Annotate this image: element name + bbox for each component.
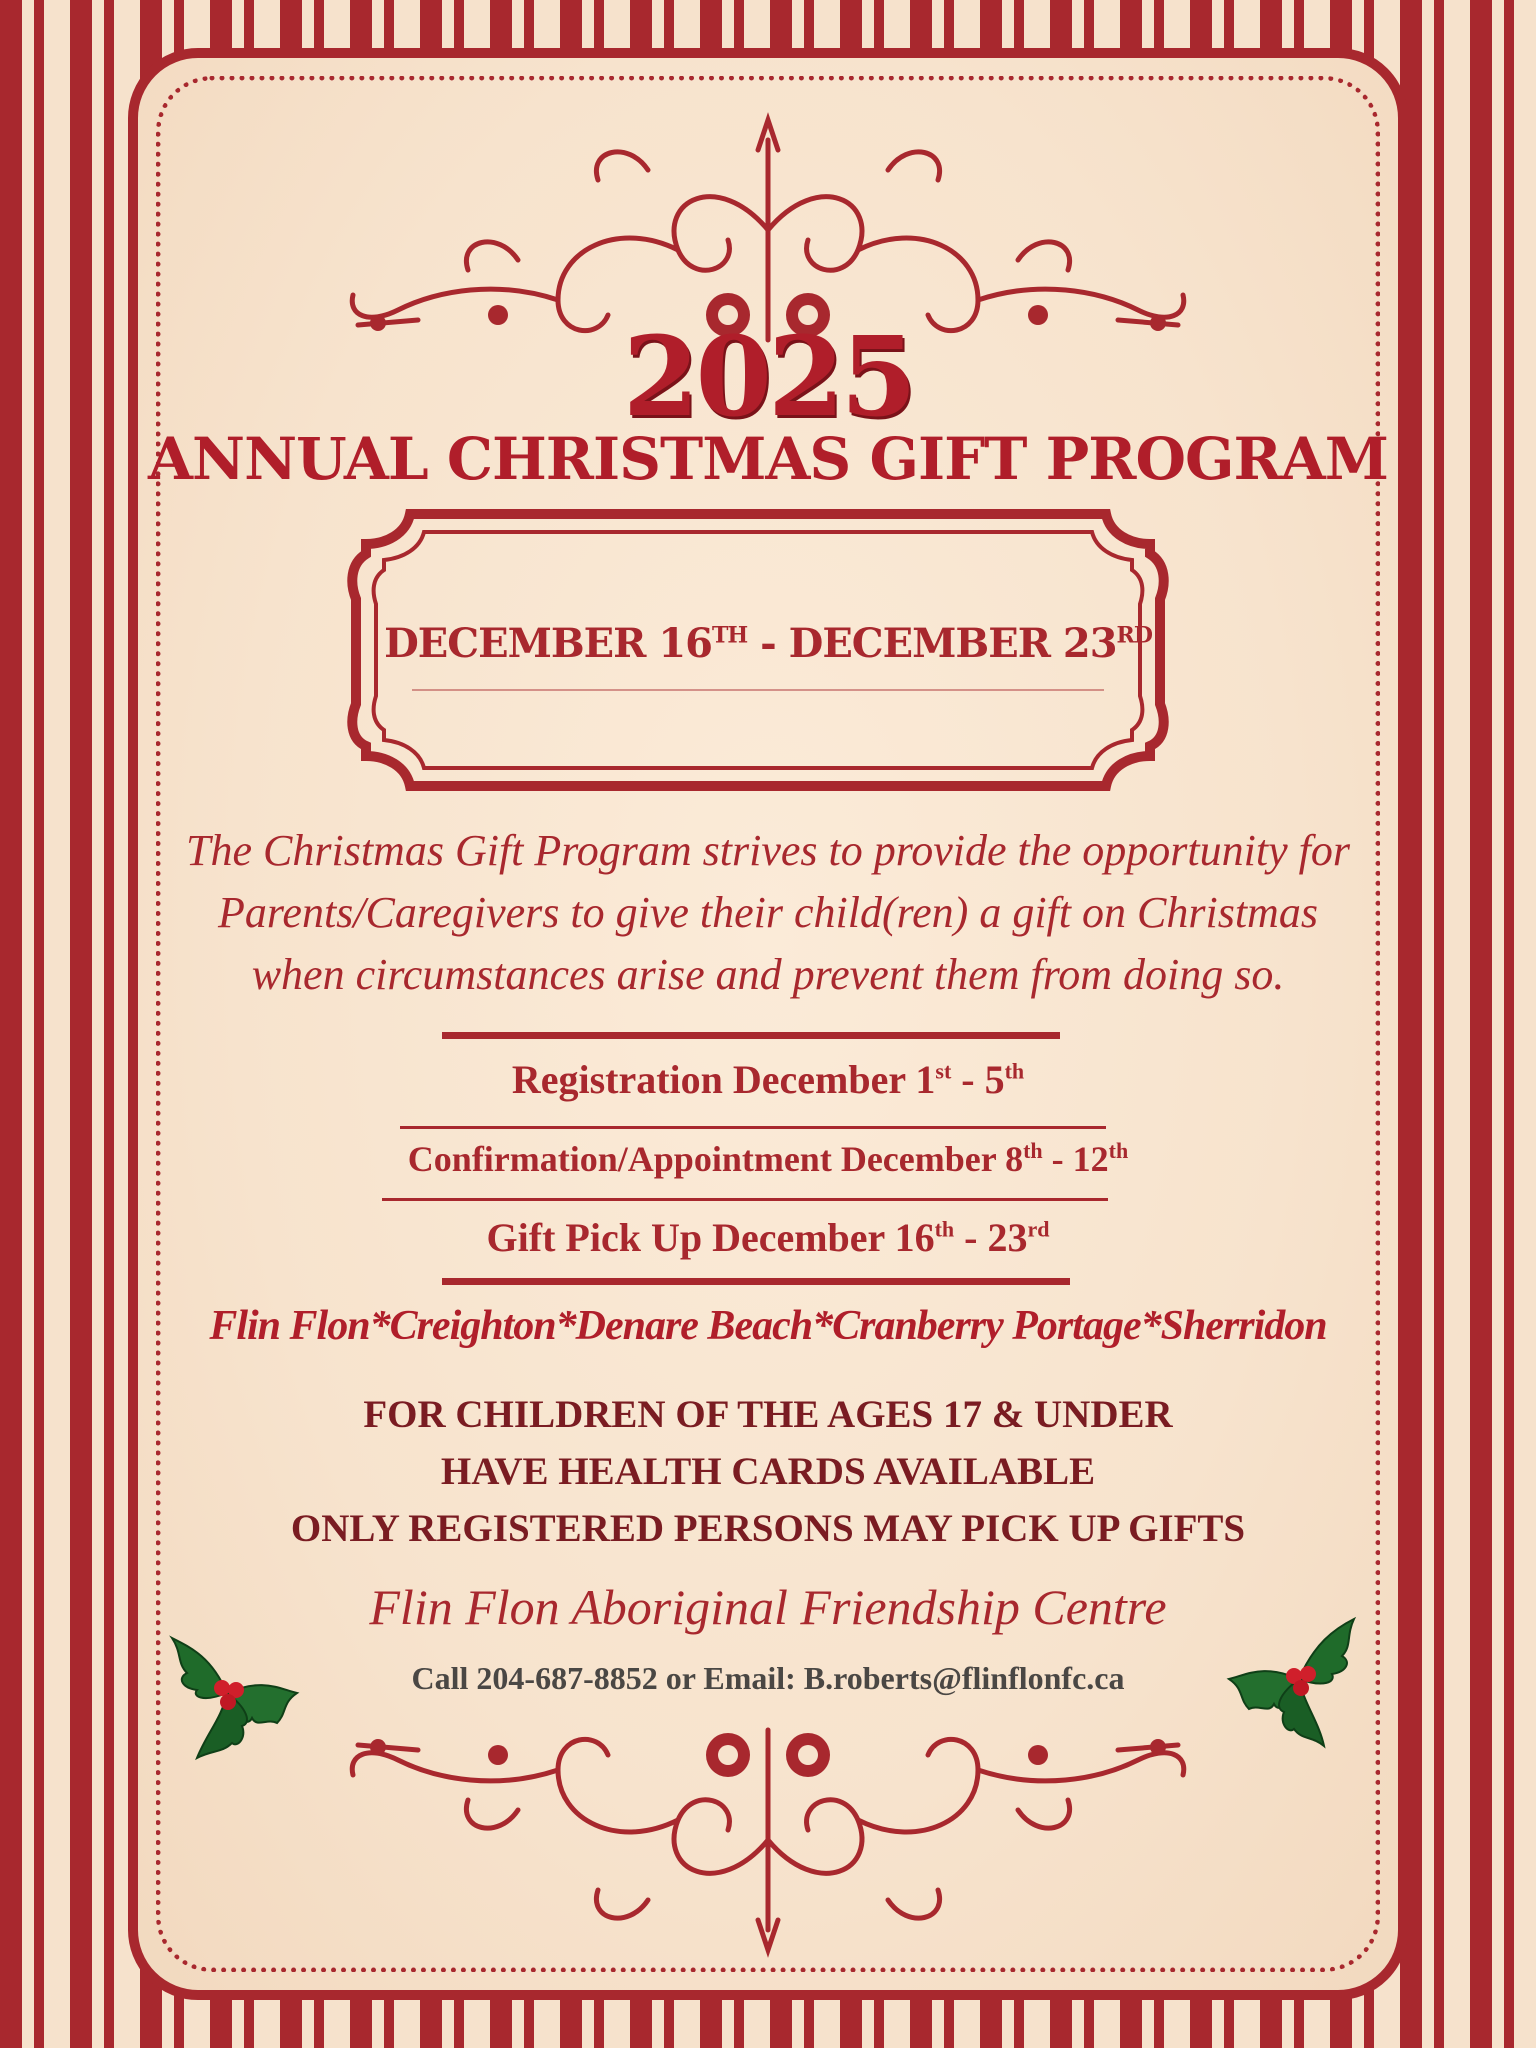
- notices: [0, 1386, 1536, 1557]
- confirmation-mid: - 12: [1042, 1139, 1109, 1179]
- divider-4: [442, 1278, 1070, 1285]
- confirmation-sup2: th: [1108, 1138, 1129, 1163]
- date-separator: -: [747, 620, 789, 667]
- date-start-suffix: TH: [712, 622, 748, 649]
- poster-year: 2025: [622, 312, 914, 441]
- date-end: DECEMBER 23: [788, 620, 1117, 667]
- divider-1: [442, 1032, 1060, 1039]
- date-start: DECEMBER 16: [384, 620, 712, 667]
- holly-right-icon: [1224, 1604, 1374, 1754]
- confirmation-sup1: th: [1023, 1138, 1043, 1163]
- divider-3: [382, 1198, 1108, 1201]
- registration-sup1: st: [935, 1058, 952, 1084]
- notice-item: ONLY REGISTERED PERSONS MAY PICK UP GIFTS: [290, 1507, 1246, 1550]
- schedule-pickup: [0, 1214, 1536, 1261]
- schedule-registration: [0, 1056, 1536, 1103]
- registration-label: Registration December 1: [511, 1057, 936, 1102]
- confirmation-label: Confirmation/Appointment December 8: [407, 1139, 1024, 1179]
- towns-list: Flin Flon*Creighton*Denare Beach*Cranberry Portage*Sherridon: [209, 1303, 1327, 1349]
- notice-item: HAVE HEALTH CARDS AVAILABLE: [440, 1450, 1096, 1493]
- organization-name: Flin Flon Aboriginal Friendship Centre: [369, 1579, 1167, 1635]
- registration-mid: - 5: [951, 1057, 1005, 1102]
- date-range: [0, 620, 1536, 667]
- filigree-ornament-bottom: [318, 1700, 1218, 1960]
- divider-2: [400, 1126, 1106, 1129]
- holly-left-icon: [152, 1618, 302, 1768]
- pickup-label: Gift Pick Up December 16: [486, 1215, 935, 1260]
- notice-item: FOR CHILDREN OF THE AGES 17 & UNDER: [363, 1393, 1173, 1436]
- date-end-suffix: RD: [1116, 622, 1152, 649]
- poster-title: ANNUAL CHRISTMAS GIFT PROGRAM: [148, 425, 1388, 493]
- pickup-sup1: th: [934, 1216, 955, 1242]
- registration-sup2: th: [1004, 1058, 1025, 1084]
- pickup-sup2: rd: [1027, 1216, 1050, 1242]
- program-description: The Christmas Gift Program strives to provide the opportunity for Parents/Caregivers to give their child(ren) a gift on Christmas when circumstances arise and prevent them from doing so.: [186, 826, 1350, 999]
- schedule-confirmation: [0, 1138, 1536, 1180]
- contact-info: Call 204-687-8852 or Email: B.roberts@flinflonfc.ca: [411, 1660, 1125, 1696]
- pickup-mid: - 23: [954, 1215, 1028, 1260]
